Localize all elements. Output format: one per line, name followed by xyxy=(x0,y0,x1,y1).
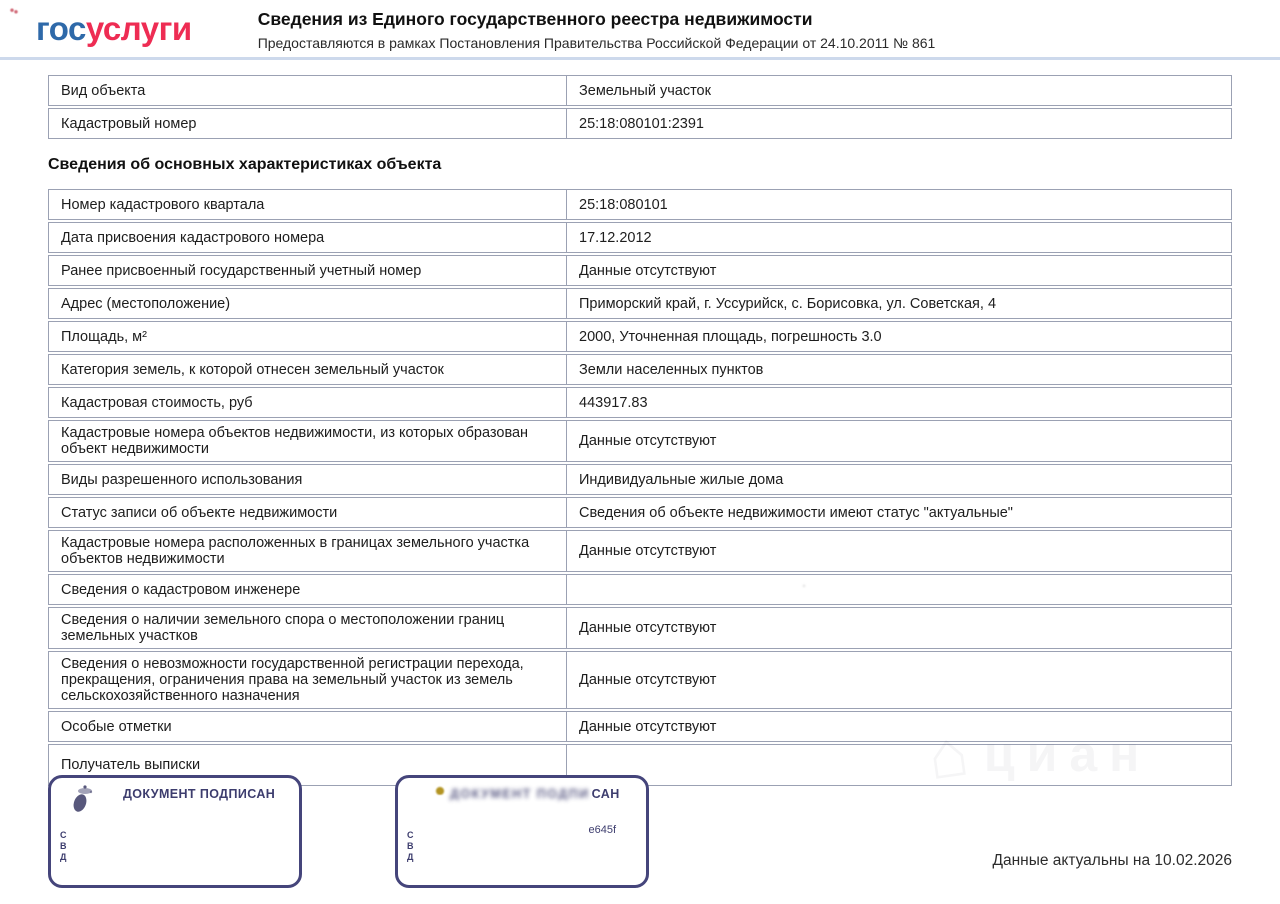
table-row xyxy=(48,222,1232,253)
table-row xyxy=(48,75,1232,106)
row-label: Номер кадастрового квартала xyxy=(61,196,265,213)
row-value: 17.12.2012 xyxy=(566,223,1231,252)
table-row xyxy=(48,651,1232,709)
row-label: Ранее присвоенный государственный учетный номер xyxy=(61,262,422,279)
row-value: 25:18:080101:2391 xyxy=(566,109,1231,138)
row-value: Данные отсутствуют xyxy=(566,256,1231,285)
row-label: Категория земель, к которой отнесен земельный участок xyxy=(61,361,444,378)
row-label: Кадастровые номера объектов недвижимости, из которых образован объект недвижимости xyxy=(61,425,529,457)
cian-watermark xyxy=(923,714,1152,794)
header xyxy=(0,0,1280,60)
row-label: Площадь, м² xyxy=(61,328,147,345)
row-label: Дата присвоения кадастрового номера xyxy=(61,229,325,246)
corner-mark xyxy=(9,7,19,15)
row-value: Земельный участок xyxy=(566,76,1231,105)
stamp-title-visible-part: САН xyxy=(591,787,620,801)
gold-emblem-icon xyxy=(434,785,446,795)
row-label: Сведения о наличии земельного спора о местоположении границ земельных участков xyxy=(61,612,505,644)
row-value: Данные отсутствуют xyxy=(566,608,1231,648)
row-label: Получатель выписки xyxy=(61,757,201,773)
row-label: Сведения о кадастровом инженере xyxy=(61,581,301,598)
table-row xyxy=(48,108,1232,139)
stamp-certificate-lines xyxy=(60,830,67,863)
table-row xyxy=(48,288,1232,319)
row-value xyxy=(566,575,1231,604)
table-row xyxy=(48,530,1232,572)
object-summary-table xyxy=(48,75,1232,139)
logo-part-red: услуги xyxy=(85,10,192,47)
row-value: Данные отсутствуют xyxy=(566,652,1231,708)
row-label: Вид объекта xyxy=(61,82,146,99)
table-row xyxy=(48,255,1232,286)
table-row xyxy=(48,497,1232,528)
cian-logo-icon: ⌂ xyxy=(923,714,973,794)
table-row xyxy=(48,354,1232,385)
cert-line-initial: С xyxy=(60,830,67,840)
row-label: Сведения о невозможности государственной регистрации перехода, прекращения, ограничения права на земельный участок из земель сельскохозяйственного назначения xyxy=(61,656,524,704)
section-heading: Сведения об основных характеристиках объекта xyxy=(48,156,442,173)
table-row xyxy=(48,321,1232,352)
gosuslugi-logo xyxy=(36,9,192,49)
signature-stamps xyxy=(48,775,649,888)
row-value: Данные отсутствуют xyxy=(566,531,1231,571)
row-label: Виды разрешенного использования xyxy=(61,471,303,488)
signature-stamp-2 xyxy=(395,775,649,888)
table-row xyxy=(48,420,1232,462)
validity-line-initial: Д xyxy=(407,852,414,862)
owner-line-initial: В xyxy=(60,841,67,851)
table-row xyxy=(48,387,1232,418)
table-row xyxy=(48,189,1232,220)
page-subtitle: Предоставляются в рамках Постановления Правительства Российской Федерации от 24.10.2011 № 861 xyxy=(257,35,936,51)
owner-line-initial: В xyxy=(407,841,414,851)
table-row xyxy=(48,607,1232,649)
eagle-emblem-icon xyxy=(71,783,99,815)
row-label: Адрес (местоположение) xyxy=(61,295,231,312)
row-label: Кадастровые номера расположенных в границах земельного участка объектов недвижимости xyxy=(61,535,530,567)
stamp-title-blurred-part: ДОКУМЕНТ ПОДПИ xyxy=(450,787,590,801)
header-text xyxy=(258,9,936,51)
row-label: Кадастровая стоимость, руб xyxy=(61,394,253,411)
row-value: Данные отсутствуют xyxy=(566,421,1231,461)
stamp-title-partially-blurred xyxy=(450,787,620,801)
validity-line-initial: Д xyxy=(60,852,67,862)
watermark-text: циан xyxy=(983,726,1152,782)
row-value: Приморский край, г. Уссурийск, с. Борисовка, ул. Советская, 4 xyxy=(566,289,1231,318)
row-label: Особые отметки xyxy=(61,718,172,735)
row-value: Данные отсутствуют xyxy=(566,712,1231,741)
row-value: 2000, Уточненная площадь, погрешность 3.0 xyxy=(566,322,1231,351)
certificate-hash-fragment: e645f xyxy=(588,824,616,836)
row-label: Кадастровый номер xyxy=(61,115,197,132)
stamp-certificate-lines xyxy=(407,830,414,863)
stamp-title: ДОКУМЕНТ ПОДПИСАН xyxy=(123,787,276,801)
row-value: 25:18:080101 xyxy=(566,190,1231,219)
page-title: Сведения из Единого государственного реестра недвижимости xyxy=(257,9,813,29)
data-actuality-note: Данные актуальны на 10.02.2026 xyxy=(992,852,1232,869)
signature-stamp-1 xyxy=(48,775,302,888)
row-value: 443917.83 xyxy=(566,388,1231,417)
row-label: Статус записи об объекте недвижимости xyxy=(61,504,338,521)
row-value: Индивидуальные жилые дома xyxy=(566,465,1231,494)
row-value: Сведения об объекте недвижимости имеют статус "актуальные" xyxy=(566,498,1231,527)
cert-line-initial: С xyxy=(407,830,414,840)
row-value: Земли населенных пунктов xyxy=(566,355,1231,384)
table-row xyxy=(48,574,1232,605)
logo-part-blue: гос xyxy=(36,10,86,47)
table-row xyxy=(48,464,1232,495)
